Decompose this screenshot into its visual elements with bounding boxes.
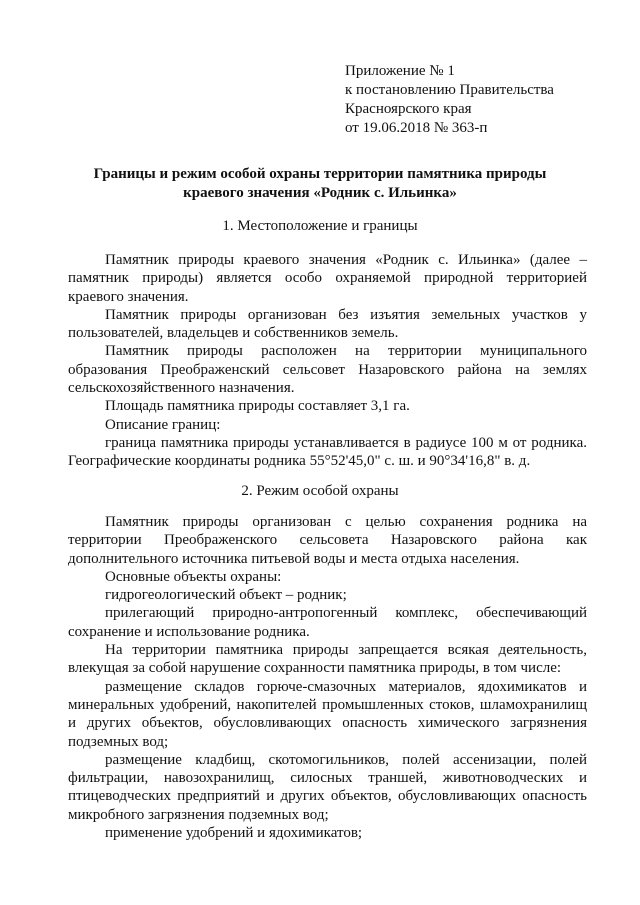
document-title-line-1: Границы и режим особой охраны территории памятника природы (93, 166, 547, 182)
section-1-heading: 1. Местоположение и границы (222, 218, 418, 234)
appendix-resolution: к постановлению Правительства (345, 82, 554, 98)
paragraph: размещение кладбищ, скотомогильников, полей ассенизации, полей фильтрации, навозохранилищ, силосных траншей, животноводческих и птицеводческих предприятий и других объектов, обусловливающих опасность микробного загрязнения подземных вод; (68, 751, 587, 823)
document-title (60, 165, 580, 203)
appendix-date-number: от 19.06.2018 № 363-п (345, 120, 488, 136)
paragraph: Памятник природы организован без изъятия земельных участков у пользователей, владельцев и собственников земель. (68, 306, 587, 342)
section-1-body (68, 251, 587, 471)
paragraph: На территории памятника природы запрещается всякая деятельность, влекущая за собой нарушение сохранности памятника природы, в том числе: (68, 642, 587, 677)
paragraph: Площадь памятника природы составляет 3,1 га. (105, 398, 410, 415)
paragraph: Памятник природы краевого значения «Родник с. Ильинка» (далее – памятник природы) является особо охраняемой природной территорией краевого значения. (68, 252, 587, 305)
paragraph: граница памятника природы устанавливается в радиусе 100 м от родника. Географические координаты родника 55°52'45,0" с. ш. и 90°34'16,8" в. д. (68, 434, 587, 470)
appendix-number: Приложение № 1 (345, 63, 455, 79)
paragraph: гидрогеологический объект – родник; (105, 587, 347, 604)
appendix-header (345, 62, 554, 138)
section-2-heading: 2. Режим особой охраны (241, 483, 399, 499)
paragraph: размещение складов горюче-смазочных материалов, ядохимикатов и минеральных удобрений, накопителей промышленных стоков, шламохранилищ и других объектов, обусловливающих опасность химического загрязнения подземных вод; (68, 678, 587, 750)
paragraph: применение удобрений и ядохимикатов; (105, 825, 363, 842)
paragraph: Памятник природы расположен на территории муниципального образования Преображенский сельсовет Назаровского района на землях сельскохозяйственного назначения. (68, 343, 587, 397)
document-title-line-2: краевого значения «Родник с. Ильинка» (183, 185, 457, 201)
paragraph: прилегающий природно-антропогенный комплекс, обеспечивающий сохранение и использование родника. (68, 605, 587, 640)
paragraph: Памятник природы организован с целью сохранения родника на территории Преображенского сельсовета Назаровского района как дополнительного источника питьевой воды и места отдыха населения. (68, 514, 587, 567)
paragraph: Основные объекты охраны: (105, 568, 282, 585)
paragraph: Описание границ: (105, 416, 221, 433)
section-2-body (68, 513, 587, 842)
appendix-region: Красноярского края (345, 101, 472, 117)
